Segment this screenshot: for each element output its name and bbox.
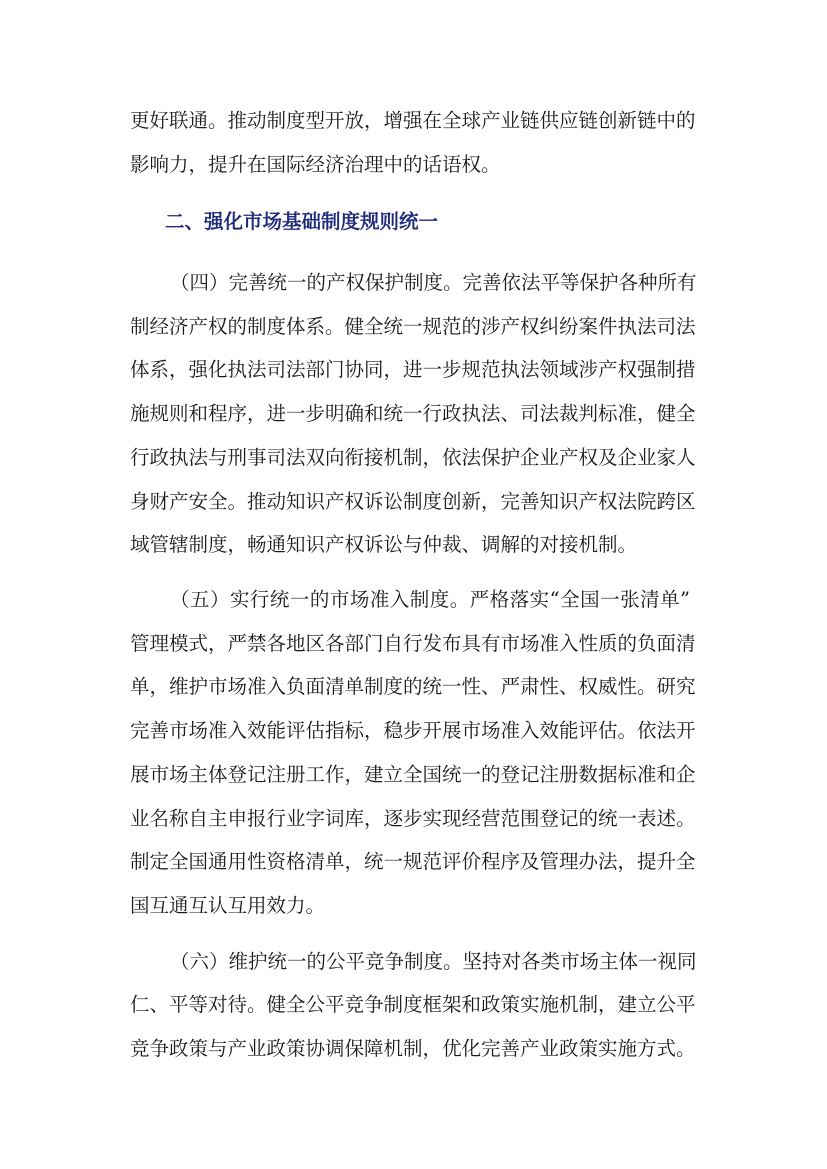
text-line: 完善市场准入效能评估指标，稳步开展市场准入效能评估。依法开 (130, 719, 696, 742)
section-heading: 二、强化市场基础制度规则统一 (165, 210, 439, 233)
text-line: 国互通互认互用效力。 (130, 894, 326, 917)
text-line: 身财产安全。推动知识产权诉讼制度创新，完善知识产权法院跨区 (130, 490, 696, 513)
text-line: 管理模式，严禁各地区各部门自行发布具有市场准入性质的负面清 (130, 632, 696, 655)
text-line: 制定全国通用性资格清单，统一规范评价程序及管理办法，提升全 (130, 850, 696, 873)
text-line: 更好联通。推动制度型开放，增强在全球产业链供应链创新链中的 (130, 109, 696, 132)
text-line: 体系，强化执法司法部门协同，进一步规范执法领域涉产权强制措 (130, 358, 696, 381)
text-line: 域管辖制度，畅通知识产权诉讼与仲裁、调解的对接机制。 (130, 533, 638, 556)
paragraph-first-line: （六）维护统一的公平竞争制度。坚持对各类市场主体一视同 (170, 950, 697, 973)
text-line: 制经济产权的制度体系。健全统一规范的涉产权纠纷案件执法司法 (130, 315, 696, 338)
paragraph-first-line: （四）完善统一的产权保护制度。完善依法平等保护各种所有 (170, 271, 697, 294)
text-line: 行政执法与刑事司法双向衔接机制，依法保护企业产权及企业家人 (130, 446, 696, 469)
text-line: 仁、平等对待。健全公平竞争制度框架和政策实施机制，建立公平 (130, 993, 696, 1016)
text-line: 施规则和程序，进一步明确和统一行政执法、司法裁判标准，健全 (130, 402, 696, 425)
text-line: 影响力，提升在国际经济治理中的话语权。 (130, 153, 501, 176)
text-line: 业名称自主申报行业字词库，逐步实现经营范围登记的统一表述。 (130, 807, 696, 830)
text-line: 竞争政策与产业政策协调保障机制，优化完善产业政策实施方式。 (130, 1037, 696, 1060)
text-line: 展市场主体登记注册工作，建立全国统一的登记注册数据标准和企 (130, 763, 696, 786)
text-line: 单，维护市场准入负面清单制度的统一性、严肃性、权威性。研究 (130, 675, 696, 698)
paragraph-first-line: （五）实行统一的市场准入制度。严格落实“全国一张清单” (170, 588, 690, 611)
